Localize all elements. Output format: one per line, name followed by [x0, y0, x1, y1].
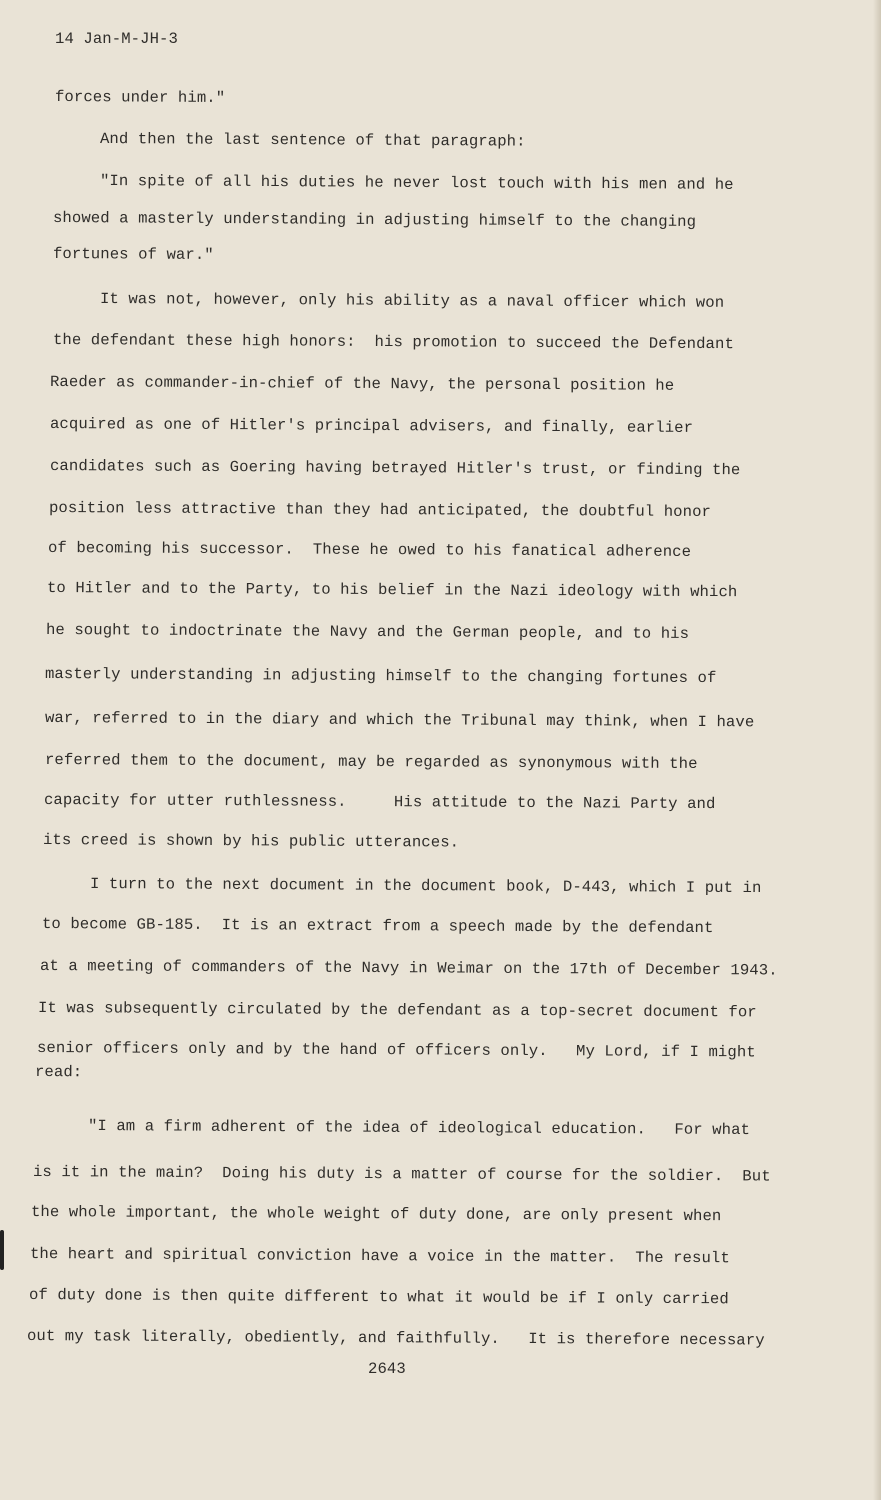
text-line: to Hitler and to the Party, to his belief in the Nazi ideology with which: [46, 579, 738, 602]
text-line: It was subsequently circulated by the defendant as a top-secret document for: [37, 999, 757, 1022]
page-header: 14 Jan-M-JH-3: [55, 30, 178, 48]
text-line: of duty done is then quite different to what it would be if I only carried: [28, 1286, 729, 1309]
text-line: And then the last sentence of that paragraph:: [99, 130, 526, 151]
text-line: I turn to the next document in the document book, D-443, which I put in: [89, 875, 762, 898]
text-line: showed a masterly understanding in adjusting himself to the changing: [52, 209, 697, 231]
text-line: referred them to the document, may be regarded as synonymous with the: [44, 751, 698, 773]
text-line: It was not, however, only his ability as a naval officer which won: [99, 290, 725, 312]
binding-mark: [0, 1230, 4, 1270]
text-line: the whole important, the whole weight of duty done, are only present when: [30, 1203, 722, 1226]
text-line: war, referred to in the diary and which the Tribunal may think, when I have: [44, 709, 755, 732]
text-line: candidates such as Goering having betrayed Hitler's trust, or finding the: [49, 457, 741, 480]
text-line: forces under him.": [54, 88, 226, 108]
text-line: acquired as one of Hitler's principal advisers, and finally, earlier: [49, 415, 694, 437]
text-line: the heart and spiritual conviction have a voice in the matter. The result: [29, 1245, 730, 1268]
page-number: 2643: [368, 1360, 406, 1378]
text-line: position less attractive than they had anticipated, the doubtful honor: [48, 499, 712, 522]
text-line: read:: [34, 1063, 83, 1082]
text-line: is it in the main? Doing his duty is a matter of course for the soldier. But: [32, 1163, 771, 1186]
text-line: Raeder as commander-in-chief of the Navy, the personal position he: [49, 373, 675, 395]
text-line: masterly understanding in adjusting himself to the changing fortunes of: [44, 665, 717, 688]
text-line: "I am a firm adherent of the idea of ideological education. For what: [87, 1117, 751, 1140]
text-line: capacity for utter ruthlessness. His attitude to the Nazi Party and: [43, 791, 716, 814]
page-edge: [873, 0, 881, 1500]
text-line: he sought to indoctrinate the Navy and the German people, and to his: [45, 621, 690, 643]
text-line: its creed is shown by his public utterances.: [42, 831, 460, 852]
text-line: at a meeting of commanders of the Navy in Weimar on the 17th of December 1943.: [39, 957, 778, 980]
text-line: senior officers only and by the hand of officers only. My Lord, if I might: [36, 1039, 756, 1062]
text-line: the defendant these high honors: his promotion to succeed the Defendant: [52, 331, 735, 354]
text-line: to become GB-185. It is an extract from a speech made by the defendant: [41, 915, 714, 938]
text-line: fortunes of war.": [52, 245, 214, 264]
text-line: of becoming his successor. These he owed to his fanatical adherence: [47, 539, 692, 561]
text-line: out my task literally, obediently, and faithfully. It is therefore necessary: [26, 1327, 765, 1350]
text-line: "In spite of all his duties he never lost touch with his men and he: [99, 172, 734, 194]
